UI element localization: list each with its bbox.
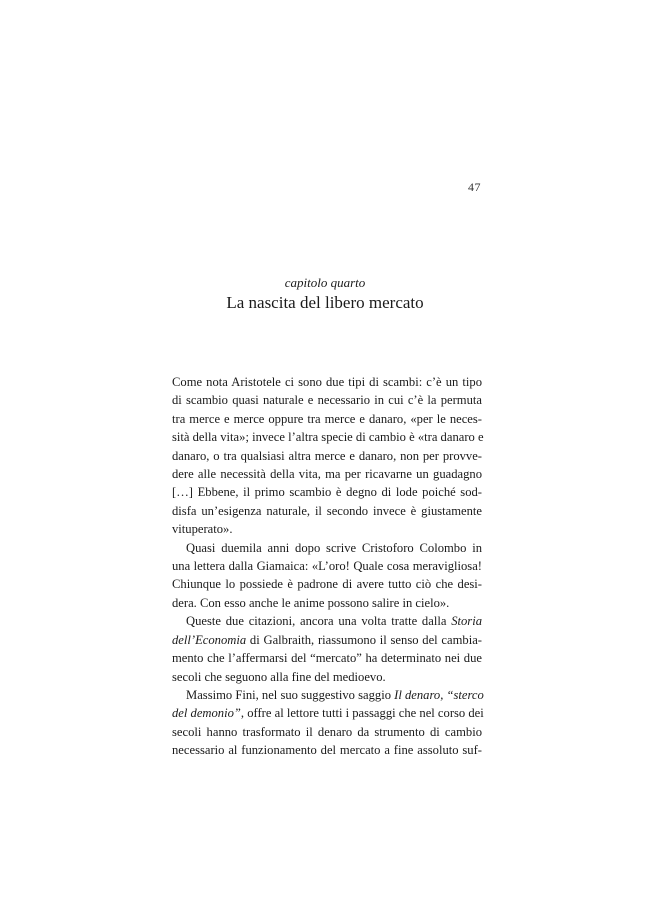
text-line: di scambio quasi naturale e necessario in cui c’è la permuta bbox=[172, 393, 482, 408]
text-line: mento che l’affermarsi del “mercato” ha determinato nei due bbox=[172, 651, 482, 666]
text-line bbox=[172, 612, 482, 630]
text-line: secoli che seguono alla fine del medioevo. bbox=[172, 669, 386, 684]
text-line bbox=[172, 704, 482, 722]
text-line: danaro, o tra qualsiasi altra merce e danaro, non per provve- bbox=[172, 448, 482, 463]
body-text bbox=[172, 373, 482, 760]
text-line: una lettera dalla Giamaica: «L’oro! Quale cosa meravigliosa! bbox=[172, 559, 482, 574]
text-line: Chiunque lo possiede è padrone di avere tutto ciò che desi- bbox=[172, 577, 482, 592]
book-title-italic: Il denaro, “sterco bbox=[394, 687, 484, 702]
page-number: 47 bbox=[468, 180, 481, 194]
paragraph-4 bbox=[172, 686, 482, 760]
book-title-italic: del demonio” bbox=[172, 706, 241, 721]
text-run: di Galbraith, riassumono il senso del cambia- bbox=[246, 632, 482, 647]
paragraph-3 bbox=[172, 612, 482, 686]
chapter-label: capitolo quarto bbox=[284, 275, 366, 290]
text-line: sità della vita»; invece l’altra specie di cambio è «tra danaro e bbox=[172, 430, 484, 445]
text-line: dere alle necessità della vita, ma per ricavarne un guadagno bbox=[172, 467, 482, 482]
paragraph-2 bbox=[172, 539, 482, 613]
text-line: Quasi duemila anni dopo scrive Cristoforo Colombo in bbox=[186, 540, 482, 555]
book-title-italic: Storia bbox=[451, 614, 482, 629]
text-line: necessario al funzionamento del mercato a fine assoluto suf- bbox=[172, 743, 482, 758]
chapter-title: La nascita del libero mercato bbox=[226, 293, 424, 312]
text-run: , offre al lettore tutti i passaggi che nel corso dei bbox=[240, 706, 484, 721]
text-line: secoli hanno trasformato il denaro da strumento di cambio bbox=[172, 724, 482, 739]
text-line: […] Ebbene, il primo scambio è degno di lode poiché sod- bbox=[172, 485, 482, 500]
paragraph-1 bbox=[172, 373, 482, 539]
text-run: Queste due citazioni, ancora una volta tratte dalla bbox=[186, 614, 452, 629]
text-run: Massimo Fini, nel suo suggestivo saggio bbox=[186, 687, 395, 702]
text-line: vituperato». bbox=[172, 522, 233, 537]
text-line: disfa un’esigenza naturale, il secondo invece è giustamente bbox=[172, 503, 482, 518]
text-line bbox=[172, 686, 482, 704]
text-line: Come nota Aristotele ci sono due tipi di scambi: c’è un tipo bbox=[172, 375, 482, 389]
text-line: dera. Con esso anche le anime possono salire in cielo». bbox=[172, 595, 450, 610]
text-line bbox=[172, 631, 482, 649]
text-line: tra merce e merce oppure tra merce e danaro, «per le neces- bbox=[172, 411, 482, 426]
book-title-italic: dell’Economia bbox=[172, 632, 247, 647]
